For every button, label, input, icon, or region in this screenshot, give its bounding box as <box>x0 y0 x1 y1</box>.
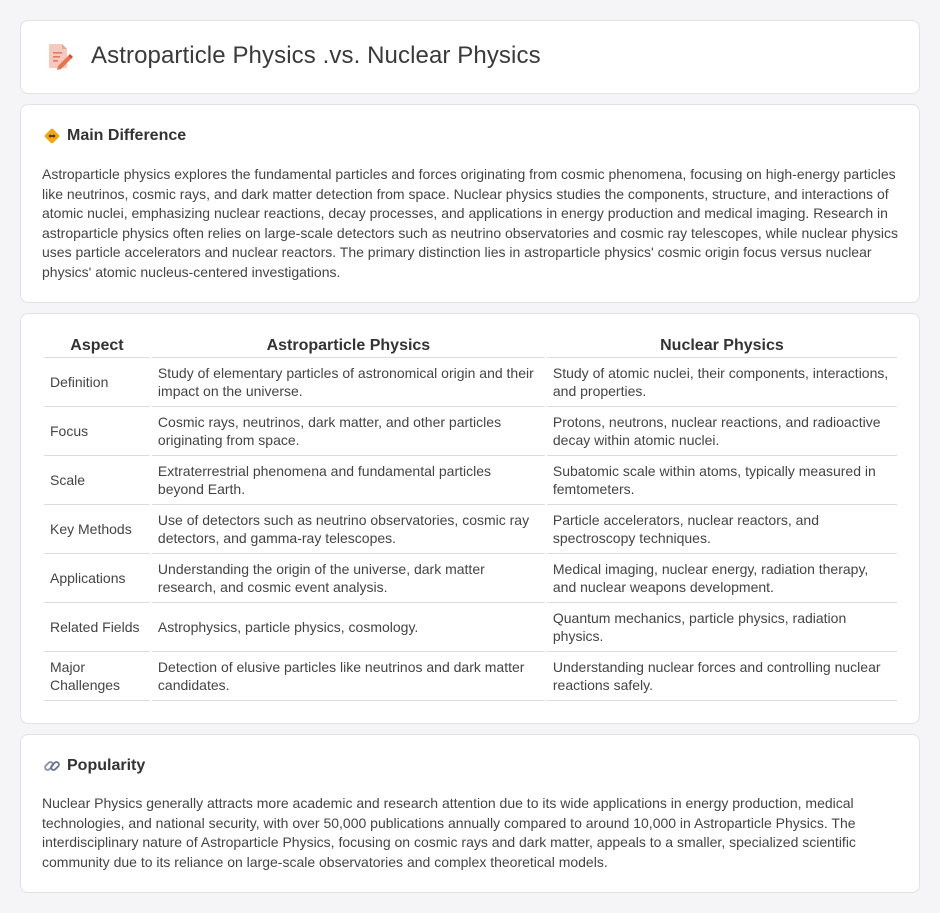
row-astroparticle: Detection of elusive particles like neutrinos and dark matter candidates. <box>152 652 545 701</box>
row-aspect: Focus <box>44 407 150 456</box>
row-astroparticle: Understanding the origin of the universe, dark matter research, and cosmic event analysis. <box>152 554 545 603</box>
row-aspect: Definition <box>44 358 150 407</box>
row-aspect: Applications <box>44 554 150 603</box>
header-nuclear: Nuclear Physics <box>547 333 897 358</box>
row-astroparticle: Astrophysics, particle physics, cosmology. <box>152 603 545 652</box>
row-nuclear: Quantum mechanics, particle physics, radiation physics. <box>547 603 897 652</box>
main-difference-text: Astroparticle physics explores the fundamental particles and forces originating from cosmic phenomena, focusing on high-energy particles like neutrinos, cosmic rays, and dark matter detection from space. Nuclear physics studies the components, structure, and interactions of atomic nuclei, emphasizing nuclear reactions, decay processes, and applications in energy production and medical imaging. Research in astroparticle physics often relies on large-scale detectors such as neutrino observatories and cosmic ray telescopes, while nuclear physics uses particle accelerators and nuclear reactors. The primary distinction lies in astroparticle physics' cosmic origin focus versus nuclear physics' atomic nucleus-centered investigations. <box>42 166 898 280</box>
main-difference-card <box>20 104 920 303</box>
row-nuclear: Protons, neutrons, nuclear reactions, and radioactive decay within atomic nuclei. <box>547 407 897 456</box>
main-difference-heading <box>43 127 186 145</box>
row-nuclear: Study of atomic nuclei, their components, interactions, and properties. <box>547 358 897 407</box>
link-icon <box>43 757 61 775</box>
table-row <box>44 505 897 554</box>
header-card <box>20 20 920 94</box>
table-header-row <box>44 333 897 358</box>
header-astroparticle: Astroparticle Physics <box>152 333 545 358</box>
row-astroparticle: Extraterrestrial phenomena and fundamental particles beyond Earth. <box>152 456 545 505</box>
diamond-arrows-icon <box>43 127 61 145</box>
row-astroparticle: Use of detectors such as neutrino observatories, cosmic ray detectors, and gamma-ray telescopes. <box>152 505 545 554</box>
table-row <box>44 358 897 407</box>
popularity-title: Popularity <box>67 757 146 774</box>
page-title: Astroparticle Physics .vs. Nuclear Physics <box>91 42 541 69</box>
comparison-table-card <box>20 313 920 724</box>
table-row <box>44 456 897 505</box>
row-nuclear: Subatomic scale within atoms, typically measured in femtometers. <box>547 456 897 505</box>
row-nuclear: Medical imaging, nuclear energy, radiation therapy, and nuclear weapons development. <box>547 554 897 603</box>
title-row <box>45 41 541 71</box>
row-astroparticle: Study of elementary particles of astronomical origin and their impact on the universe. <box>152 358 545 407</box>
row-nuclear: Particle accelerators, nuclear reactors, and spectroscopy techniques. <box>547 505 897 554</box>
table-row <box>44 554 897 603</box>
row-nuclear: Understanding nuclear forces and controlling nuclear reactions safely. <box>547 652 897 701</box>
popularity-text: Nuclear Physics generally attracts more academic and research attention due to its wide applications in energy production, medical technologies, and national security, with over 50,000 publications annually compared to around 10,000 in Astroparticle Physics. The interdisciplinary nature of Astroparticle Physics, focusing on cosmic rays and dark matter, appeals to a smaller, specialized scientific community due to its reliance on large-scale observatories and complex theoretical models. <box>42 795 856 870</box>
row-aspect: Scale <box>44 456 150 505</box>
popularity-heading <box>43 757 145 775</box>
table-row <box>44 652 897 701</box>
row-aspect: Key Methods <box>44 505 150 554</box>
row-aspect: Major Challenges <box>44 652 150 701</box>
header-aspect: Aspect <box>44 333 150 358</box>
document-edit-icon <box>45 41 73 71</box>
row-aspect: Related Fields <box>44 603 150 652</box>
row-astroparticle: Cosmic rays, neutrinos, dark matter, and other particles originating from space. <box>152 407 545 456</box>
popularity-card <box>20 734 920 893</box>
table-row <box>44 603 897 652</box>
main-difference-title: Main Difference <box>67 127 187 144</box>
table-row <box>44 407 897 456</box>
comparison-table <box>42 333 899 701</box>
